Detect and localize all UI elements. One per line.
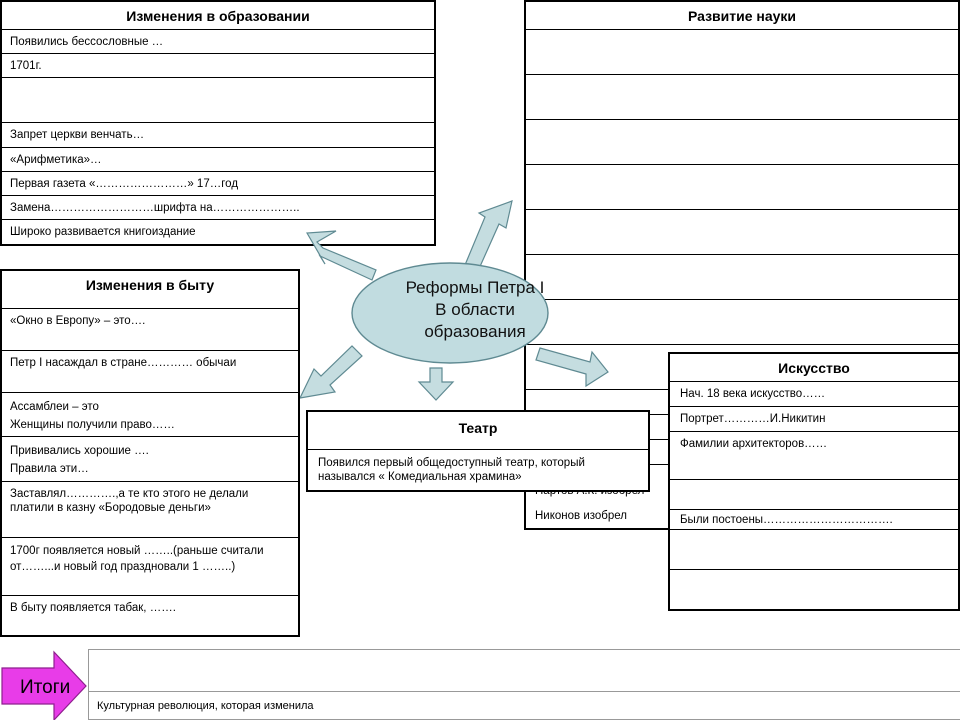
education-row: «Арифметика»… bbox=[2, 148, 434, 172]
center-line-2: В области bbox=[435, 300, 515, 319]
summary-text: Культурная революция, которая изменила bbox=[89, 692, 960, 720]
arrow-right-icon bbox=[536, 348, 608, 386]
education-row: Замена………………………шрифта на………………….. bbox=[2, 196, 434, 220]
art-row bbox=[670, 480, 958, 510]
art-row: Портрет…………И.Никитин bbox=[670, 407, 958, 432]
itogi-label: Итоги bbox=[20, 677, 71, 698]
art-row: Фамилии архитекторов…… bbox=[670, 432, 958, 480]
arrow-down-icon bbox=[419, 368, 453, 400]
daily-table bbox=[0, 269, 300, 637]
theatre-table bbox=[306, 410, 650, 492]
education-row: 1701г. bbox=[2, 54, 434, 78]
daily-title: Изменения в быту bbox=[2, 271, 298, 309]
center-label bbox=[352, 277, 598, 343]
daily-row: Петр I насаждал в стране………… обычаи bbox=[2, 351, 298, 393]
education-row: Широко развивается книгоиздание bbox=[10, 226, 196, 238]
daily-row: В быту появляется табак, ……. bbox=[10, 602, 176, 614]
center-line-1: Реформы Петра I bbox=[405, 278, 545, 297]
daily-row: «Окно в Европу» – это…. bbox=[2, 309, 298, 351]
theatre-text: Появился первый общедоступный театр, который назывался « Комедиальная храмина» bbox=[318, 457, 585, 483]
education-row: Запрет церкви венчать… bbox=[2, 123, 434, 148]
art-row bbox=[670, 530, 958, 570]
art-title: Искусство bbox=[670, 354, 958, 382]
education-row: Первая газета «……………………» 17…год bbox=[2, 172, 434, 196]
summary-table bbox=[88, 649, 960, 720]
summary-empty-row bbox=[89, 650, 960, 692]
daily-row: Прививались хорошие …. Правила эти… bbox=[2, 437, 298, 482]
center-line-3: образования bbox=[424, 322, 526, 341]
daily-row: Заставлял………….,а те кто этого не делали платили в казну «Бородовые деньги» bbox=[2, 482, 298, 538]
arrow-down-left-icon bbox=[300, 346, 362, 398]
daily-row: Ассамблеи – это Женщины получили право…… bbox=[2, 393, 298, 437]
art-row: Нач. 18 века искусство…… bbox=[670, 382, 958, 407]
arrow-up-right-icon bbox=[465, 201, 512, 271]
art-row bbox=[670, 570, 958, 609]
daily-row: 1700г появляется новый ……..(раньше считали от……...и новый год праздновали 1 ……..) bbox=[2, 538, 298, 596]
art-row: Были постоены……………………………. bbox=[670, 510, 958, 530]
art-table bbox=[668, 352, 960, 611]
arrow-up-left-icon bbox=[307, 231, 376, 280]
theatre-title: Театр bbox=[308, 412, 648, 450]
education-title: Изменения в образовании bbox=[2, 2, 434, 30]
education-row: Появились бессословные … bbox=[2, 30, 434, 54]
nikonov-text: Никонов изобрел bbox=[535, 510, 628, 522]
science-title: Развитие науки bbox=[526, 2, 958, 30]
